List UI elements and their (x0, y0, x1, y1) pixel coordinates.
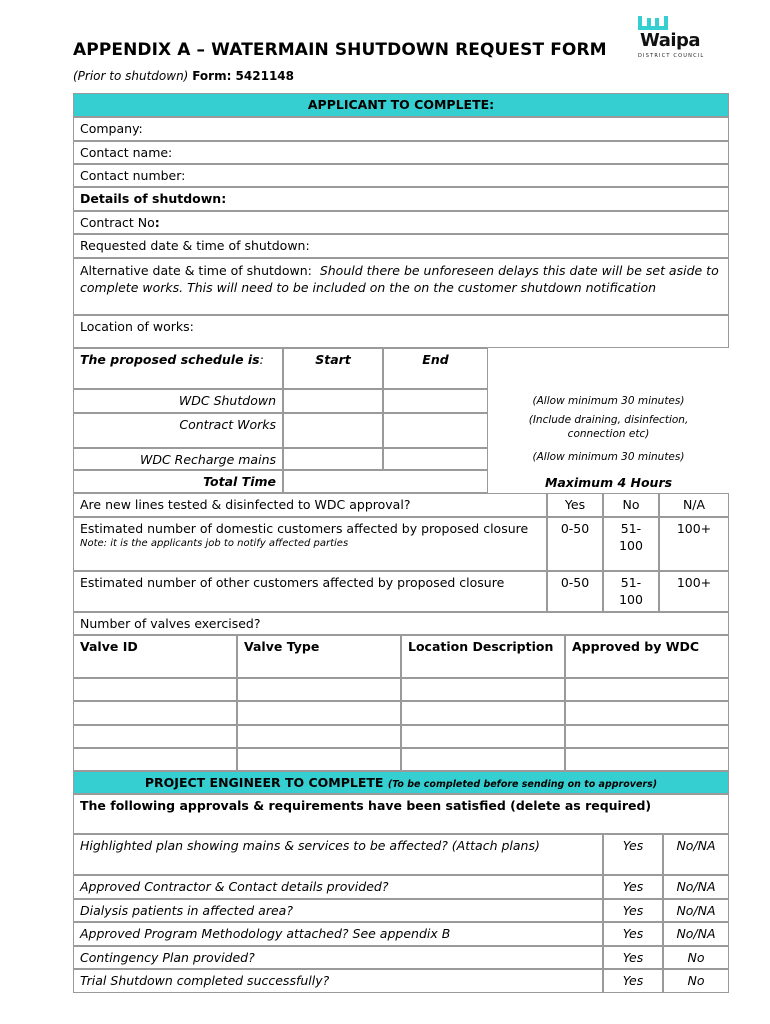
engineer-item-contingency (73, 946, 729, 969)
domestic-question-text: Estimated number of domestic customers affected by proposed closure (80, 521, 529, 536)
alternative-note: Should there be unforeseen delays this date will be set aside to complete works. This will need to be included on the on the customer shutdown notification (80, 263, 719, 295)
domestic-opt-51-100[interactable]: 51-100 (603, 517, 659, 571)
contract-no-field[interactable] (73, 211, 729, 234)
domestic-opt-100plus[interactable]: 100+ (659, 517, 729, 571)
start-header: Start (283, 348, 383, 389)
tested-no[interactable]: No (603, 493, 659, 517)
contact-number-field[interactable]: Contact number: (73, 164, 729, 187)
engineer-item-plan (73, 834, 729, 875)
tested-question: Are new lines tested & disinfected to WDC approval? (73, 493, 547, 517)
location-description-input[interactable] (401, 701, 565, 725)
domestic-question (73, 517, 547, 571)
engineer-intro-row (73, 794, 729, 834)
alternative-label: Alternative date & time of shutdown: (80, 263, 312, 278)
end-input[interactable] (383, 448, 488, 470)
other-opt-0-50[interactable]: 0-50 (547, 571, 603, 612)
company-row (73, 117, 729, 141)
approved-by-wdc-input[interactable] (565, 678, 729, 701)
engineer-item-no[interactable]: No (663, 969, 729, 993)
tested-yes[interactable]: Yes (547, 493, 603, 517)
domestic-opt-0-50[interactable]: 0-50 (547, 517, 603, 571)
schedule-name: WDC Recharge mains (73, 448, 283, 470)
logo-wordmark: Waipa (640, 30, 701, 51)
location-description-input[interactable] (401, 748, 565, 771)
engineer-heading (73, 771, 729, 794)
valve-id-header: Valve ID (73, 635, 237, 678)
total-time-label: Total Time (73, 470, 283, 493)
valve-table-row (73, 725, 729, 748)
other-opt-51-100[interactable]: 51-100 (603, 571, 659, 612)
location-field[interactable]: Location of works: (73, 315, 729, 348)
schedule-row-wdc-shutdown (73, 389, 729, 413)
valve-table-row (73, 678, 729, 701)
domestic-row (73, 517, 729, 571)
contract-no-row (73, 211, 729, 234)
schedule-label-text: The proposed schedule is (80, 352, 260, 367)
schedule-note: (Allow minimum 30 minutes) (532, 451, 685, 463)
engineer-item-yes[interactable]: Yes (603, 946, 663, 969)
other-row (73, 571, 729, 612)
valve-id-input[interactable] (73, 678, 237, 701)
contact-number-row (73, 164, 729, 187)
schedule-note: (Allow minimum 30 minutes) (532, 395, 685, 407)
form-body (73, 93, 729, 993)
end-header: End (383, 348, 488, 389)
domestic-note: Note: it is the applicants job to notify affected parties (80, 538, 349, 549)
engineer-heading-note: (To be completed before sending on to approvers) (387, 779, 658, 790)
approved-by-wdc-input[interactable] (565, 748, 729, 771)
form-number: Form: 5421148 (192, 69, 295, 83)
contract-no-label: Contract No (80, 215, 155, 230)
tested-row (73, 493, 729, 517)
engineer-item-no[interactable]: No/NA (663, 834, 729, 875)
engineer-item-methodology (73, 922, 729, 946)
contact-name-field[interactable]: Contact name: (73, 141, 729, 164)
engineer-item-question: Contingency Plan provided? (73, 946, 603, 969)
max-hours-label: Maximum 4 Hours (544, 475, 673, 490)
valve-table-row (73, 701, 729, 725)
engineer-item-question: Highlighted plan showing mains & services to be affected? (Attach plans) (73, 834, 603, 875)
contact-name-row (73, 141, 729, 164)
valve-type-input[interactable] (237, 725, 401, 748)
engineer-item-no[interactable]: No/NA (663, 875, 729, 899)
approved-by-wdc-input[interactable] (565, 725, 729, 748)
other-question: Estimated number of other customers affected by proposed closure (73, 571, 547, 612)
engineer-item-yes[interactable]: Yes (603, 834, 663, 875)
engineer-item-question: Approved Program Methodology attached? See appendix B (73, 922, 603, 946)
total-time-input[interactable] (283, 470, 488, 493)
requested-row (73, 234, 729, 258)
valve-type-input[interactable] (237, 701, 401, 725)
engineer-item-no[interactable]: No/NA (663, 922, 729, 946)
waipa-logo (634, 14, 714, 60)
contract-no-colon: : (154, 215, 160, 230)
location-row (73, 315, 729, 348)
engineer-intro: The following approvals & requirements have been satisfied (delete as required) (73, 794, 729, 834)
engineer-item-question: Trial Shutdown completed successfully? (73, 969, 603, 993)
end-input[interactable] (383, 413, 488, 448)
valve-table-header (73, 635, 729, 678)
approved-by-wdc-header: Approved by WDC (565, 635, 729, 678)
engineer-item-no[interactable]: No (663, 946, 729, 969)
subtitle-prefix: (Prior to shutdown) (73, 69, 189, 83)
location-description-input[interactable] (401, 725, 565, 748)
logo-subtext: DISTRICT COUNCIL (638, 53, 705, 59)
engineer-heading-row (73, 771, 729, 794)
valve-type-header: Valve Type (237, 635, 401, 678)
valve-id-input[interactable] (73, 701, 237, 725)
start-input[interactable] (283, 448, 383, 470)
valve-table-row (73, 748, 729, 771)
location-description-input[interactable] (401, 678, 565, 701)
start-input[interactable] (283, 413, 383, 448)
alternative-date-field[interactable] (73, 258, 729, 315)
engineer-item-trial (73, 969, 729, 993)
form-subtitle (73, 69, 294, 83)
schedule-label (73, 348, 283, 389)
schedule-row-recharge (73, 448, 729, 470)
engineer-item-no[interactable]: No/NA (663, 899, 729, 922)
details-row (73, 187, 729, 211)
start-input[interactable] (283, 389, 383, 413)
engineer-item-yes[interactable]: Yes (603, 875, 663, 899)
schedule-header-row (73, 348, 729, 389)
tested-na[interactable]: N/A (659, 493, 729, 517)
engineer-item-yes[interactable]: Yes (603, 969, 663, 993)
engineer-item-question: Approved Contractor & Contact details provided? (73, 875, 603, 899)
engineer-heading-text: PROJECT ENGINEER TO COMPLETE (144, 775, 384, 790)
other-opt-100plus[interactable]: 100+ (659, 571, 729, 612)
valve-id-input[interactable] (73, 725, 237, 748)
end-input[interactable] (383, 389, 488, 413)
schedule-name: Contract Works (73, 413, 283, 448)
form-title: APPENDIX A – WATERMAIN SHUTDOWN REQUEST FORM (73, 40, 607, 60)
applicant-heading: APPLICANT TO COMPLETE: (73, 93, 729, 117)
schedule-name: WDC Shutdown (73, 389, 283, 413)
valves-question[interactable]: Number of valves exercised? (73, 612, 729, 635)
location-description-header: Location Description (401, 635, 565, 678)
alternative-row (73, 258, 729, 315)
requested-date-field[interactable]: Requested date & time of shutdown: (73, 234, 729, 258)
schedule-label-colon: : (259, 352, 264, 367)
company-field[interactable]: Company: (73, 117, 729, 141)
valve-type-input[interactable] (237, 748, 401, 771)
approved-by-wdc-input[interactable] (565, 701, 729, 725)
engineer-item-yes[interactable]: Yes (603, 922, 663, 946)
details-heading: Details of shutdown: (73, 187, 729, 211)
applicant-heading-row (73, 93, 729, 117)
engineer-item-yes[interactable]: Yes (603, 899, 663, 922)
valve-id-input[interactable] (73, 748, 237, 771)
valve-type-input[interactable] (237, 678, 401, 701)
valves-row (73, 612, 729, 635)
schedule-note: (Include draining, disinfection, connection etc) (528, 414, 689, 440)
engineer-item-question: Dialysis patients in affected area? (73, 899, 603, 922)
engineer-item-dialysis (73, 899, 729, 922)
schedule-row-contract-works (73, 413, 729, 448)
engineer-item-contractor (73, 875, 729, 899)
total-time-row (73, 470, 729, 493)
